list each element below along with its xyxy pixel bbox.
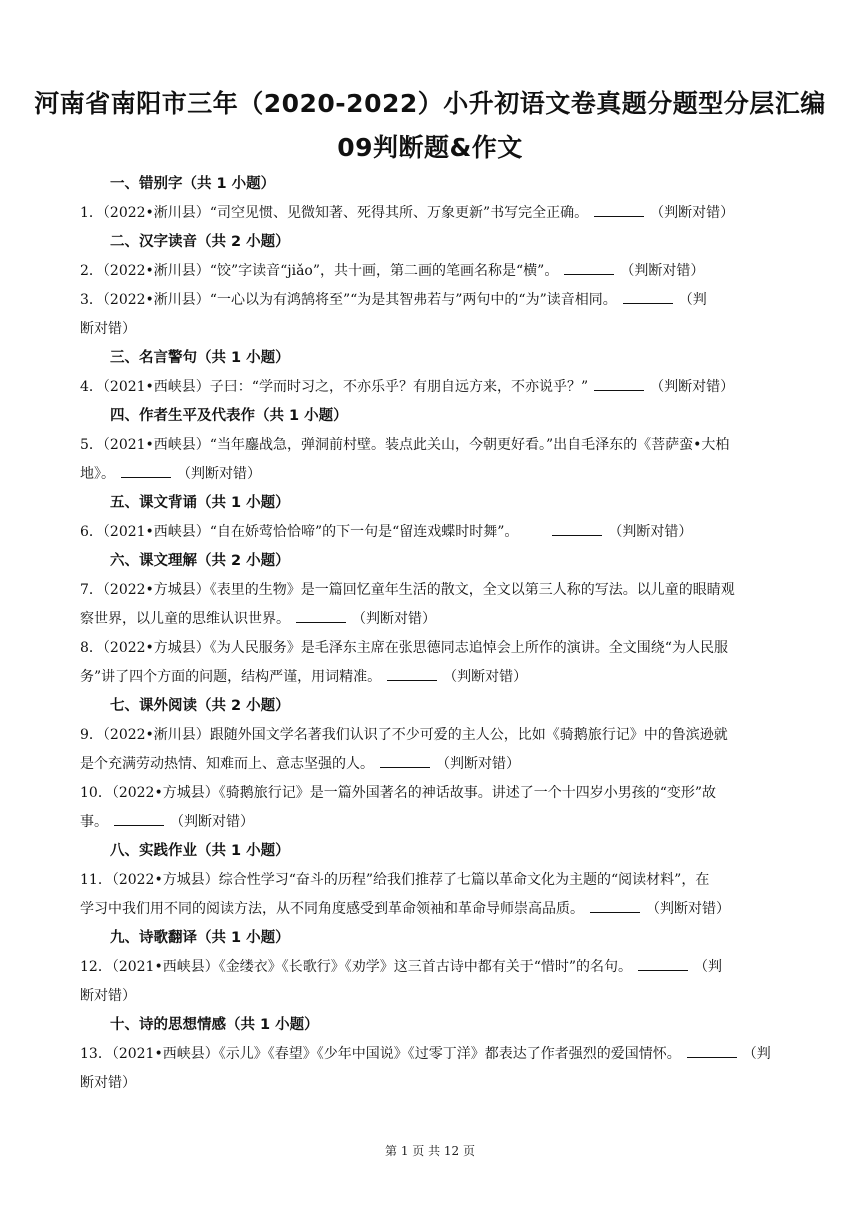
section-heading: 三、名言警句（共 1 小题） bbox=[110, 350, 290, 366]
answer-blank[interactable] bbox=[380, 751, 430, 768]
answer-blank[interactable] bbox=[564, 258, 614, 275]
question-7: 7．（2022•方城县）《表里的生物》是一篇回忆童年生活的散文，全文以第三人称的写法。以儿童的眼睛观 察世界，以儿童的思维认识世界。 （判断对错） bbox=[80, 582, 735, 627]
answer-blank[interactable] bbox=[121, 461, 171, 478]
page-number-footer: 第 1 页 共 12 页 bbox=[385, 1144, 475, 1158]
question-10: 10．（2022•方城县）《骑鹅旅行记》是一篇外国著名的神话故事。讲述了一个十四岁小男孩的“变形”故 事。 （判断对错） bbox=[80, 785, 717, 830]
question-1: 1．（2022•淅川县）“司空见惯、见微知著、死得其所、万象更新”书写完全正确。 （判断对错） bbox=[80, 199, 780, 228]
question-8: 8．（2022•方城县）《为人民服务》是毛泽东主席在张思德同志追悼会上所作的演讲。全文围绕“为人民服 务”讲了四个方面的问题，结构严谨，用词精准。 （判断对错） bbox=[80, 640, 728, 685]
section-heading: 十、诗的思想情感（共 1 小题） bbox=[110, 1017, 319, 1033]
answer-blank[interactable] bbox=[638, 954, 688, 971]
section-heading: 四、作者生平及代表作（共 1 小题） bbox=[110, 408, 348, 424]
answer-blank[interactable] bbox=[687, 1041, 737, 1058]
answer-blank[interactable] bbox=[552, 519, 602, 536]
section-heading: 六、课文理解（共 2 小题） bbox=[110, 553, 290, 569]
section-heading: 二、汉字读音（共 2 小题） bbox=[110, 234, 290, 250]
section-heading: 五、课文背诵（共 1 小题） bbox=[110, 495, 290, 511]
question-9: 9．（2022•淅川县）跟随外国文学名著我们认识了不少可爱的主人公，比如《骑鹅旅行记》中的鲁滨逊就 是个充满劳动热情、知难而上、意志坚强的人。 （判断对错） bbox=[80, 727, 728, 772]
answer-blank[interactable] bbox=[623, 287, 673, 304]
question-6: 6．（2021•西峡县）“自在娇莺恰恰啼”的下一句是“留连戏蝶时时舞”。 （判断对错） bbox=[80, 518, 780, 547]
answer-blank[interactable] bbox=[590, 896, 640, 913]
answer-blank[interactable] bbox=[387, 664, 437, 681]
question-13: 13．（2021•西峡县）《示儿》《春望》《少年中国说》《过零丁洋》都表达了作者强烈的爱国情怀。 （判 断对错） bbox=[80, 1040, 780, 1098]
answer-blank[interactable] bbox=[594, 200, 644, 217]
question-12: 12．（2021•西峡县）《金缕衣》《长歌行》《劝学》这三首古诗中都有关于“惜时”的名句。 （判 断对错） bbox=[80, 953, 780, 1011]
document-title: 河南省南阳市三年（2020-2022）小升初语文卷真题分题型分层汇编 bbox=[34, 89, 826, 118]
section-heading: 八、实践作业（共 1 小题） bbox=[110, 843, 290, 859]
section-heading: 九、诗歌翻译（共 1 小题） bbox=[110, 930, 290, 946]
section-heading: 七、课外阅读（共 2 小题） bbox=[110, 698, 290, 714]
question-4: 4．（2021•西峡县）子曰：“学而时习之，不亦乐乎？有朋自远方来，不亦说乎？” （判断对错） bbox=[80, 373, 780, 402]
question-5: 5．（2021•西峡县）“当年鏖战急，弹洞前村壁。装点此关山，今朝更好看。”出自毛泽东的《菩萨蛮•大柏 地》。 （判断对错） bbox=[80, 437, 730, 482]
question-2: 2．（2022•淅川县）“饺”字读音“jiǎo”，共十画，第二画的笔画名称是“横”。 （判断对错） bbox=[80, 257, 780, 286]
question-11: 11．（2022•方城县）综合性学习“奋斗的历程”给我们推荐了七篇以革命文化为主题的“阅读材料”，在 学习中我们用不同的阅读方法，从不同角度感受到革命领袖和革命导师崇高品质。 （判断对错） bbox=[80, 872, 730, 917]
document-subtitle: 09判断题&作文 bbox=[337, 133, 523, 162]
question-3: 3．（2022•淅川县）“一心以为有鸿鹄将至”“为是其智弗若与”两句中的“为”读音相同。 （判 断对错） bbox=[80, 286, 780, 344]
answer-blank[interactable] bbox=[296, 606, 346, 623]
question-list bbox=[80, 170, 780, 1098]
answer-blank[interactable] bbox=[114, 809, 164, 826]
answer-blank[interactable] bbox=[594, 374, 644, 391]
section-heading: 一、错别字（共 1 小题） bbox=[110, 176, 276, 192]
